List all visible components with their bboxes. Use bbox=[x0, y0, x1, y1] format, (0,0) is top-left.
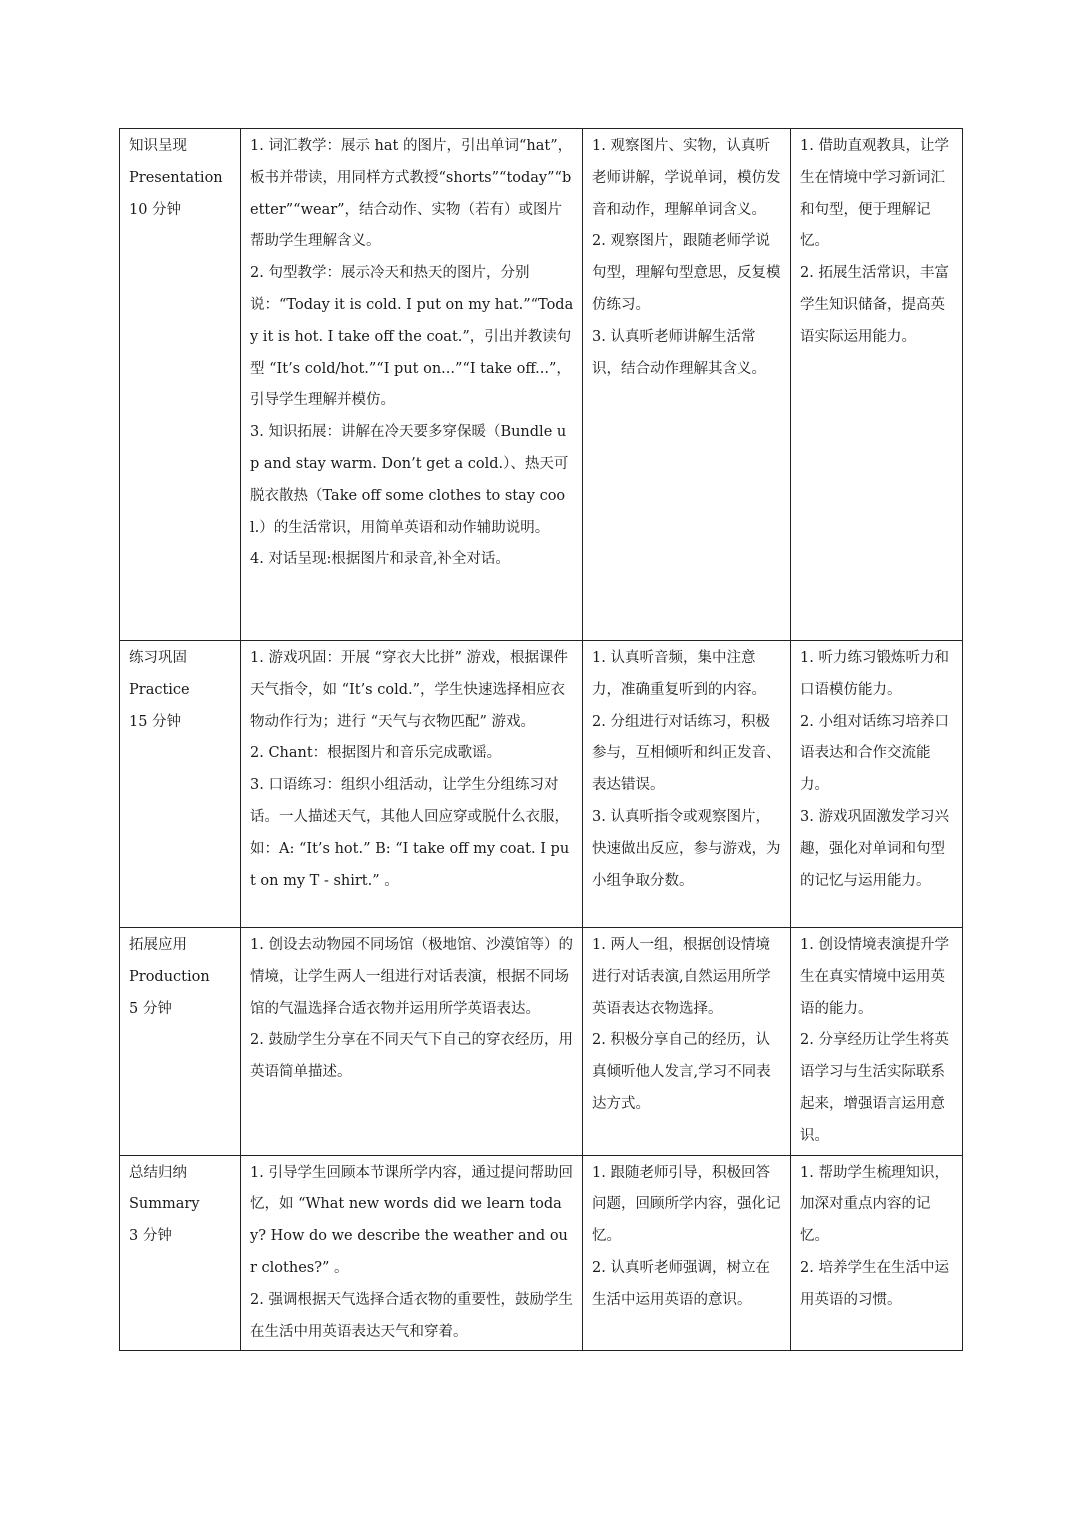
student-activity-cell bbox=[583, 129, 791, 641]
table-row-summary bbox=[120, 1155, 963, 1351]
teacher-item: 1. 引导学生回顾本节课所学内容，通过提问帮助回忆，如 “What new words did we learn today? How do we describe the weather and our clothes?” 。 bbox=[250, 1164, 573, 1276]
intent-item: 2. 拓展生活常识，丰富学生知识储备，提高英语实际运用能力。 bbox=[800, 265, 949, 345]
student-item: 2. 积极分享自己的经历，认真倾听他人发言,学习不同表达方式。 bbox=[592, 1032, 771, 1112]
stage-name: 总结归纳 bbox=[129, 1164, 187, 1181]
teacher-item: 1. 游戏巩固：开展 “穿衣大比拼” 游戏，根据课件天气指令，如 “It’s cold.”，学生快速选择相应衣物动作行为；进行 “天气与衣物匹配” 游戏。 bbox=[250, 650, 568, 730]
student-item: 2. 认真听老师强调，树立在生活中运用英语的意识。 bbox=[592, 1259, 770, 1308]
stage-english: Production bbox=[129, 968, 210, 985]
stage-duration: 5 分钟 bbox=[129, 1000, 172, 1017]
stage-cell bbox=[120, 1155, 241, 1351]
teacher-item: 1. 创设去动物园不同场馆（极地馆、沙漠馆等）的情境，让学生两人一组进行对话表演，根据不同场馆的气温选择合适衣物并运用所学英语表达。 bbox=[250, 937, 573, 1017]
intent-item: 1. 听力练习锻炼听力和口语模仿能力。 bbox=[800, 650, 949, 698]
stage-duration: 15 分钟 bbox=[129, 713, 182, 730]
student-item: 1. 认真听音频，集中注意力，准确重复听到的内容。 bbox=[592, 650, 766, 698]
student-item: 1. 两人一组，根据创设情境进行对话表演,自然运用所学英语表达衣物选择。 bbox=[592, 937, 771, 1017]
teacher-activity-cell bbox=[241, 641, 583, 928]
table-row-presentation bbox=[120, 129, 963, 641]
stage-english: Practice bbox=[129, 681, 190, 698]
stage-duration: 10 分钟 bbox=[129, 201, 182, 218]
teacher-item: 3. 知识拓展：讲解在冷天要多穿保暖（Bundle up and stay warm. Don’t get a cold.）、热天可脱衣散热（Take off some clothes to stay cool.）的生活常识，用简单英语和动作辅助说明。 bbox=[250, 424, 569, 536]
stage-english: Presentation bbox=[129, 169, 223, 186]
student-item: 2. 分组进行对话练习，积极参与，互相倾听和纠正发音、表达错误。 bbox=[592, 713, 781, 794]
student-item: 1. 跟随老师引导，积极回答问题，回顾所学内容，强化记忆。 bbox=[592, 1164, 781, 1245]
intent-item: 3. 游戏巩固激发学习兴趣，强化对单词和句型的记忆与运用能力。 bbox=[800, 808, 949, 889]
teacher-activity-cell bbox=[241, 1155, 583, 1351]
table-row-production bbox=[120, 928, 963, 1156]
stage-english: Summary bbox=[129, 1196, 200, 1213]
teacher-item: 2. Chant：根据图片和音乐完成歌谣。 bbox=[250, 745, 502, 762]
teacher-activity-cell bbox=[241, 928, 583, 1156]
teacher-item: 1. 词汇教学：展示 hat 的图片，引出单词“hat”，板书并带读，用同样方式教授“shorts”“today”“better”“wear”，结合动作、实物（若有）或图片帮助学生理解含义。 bbox=[250, 138, 573, 250]
student-activity-cell bbox=[583, 641, 791, 928]
stage-name: 知识呈现 bbox=[129, 138, 187, 154]
intent-item: 1. 借助直观教具，让学生在情境中学习新词汇和句型，便于理解记忆。 bbox=[800, 138, 949, 250]
intent-item: 1. 帮助学生梳理知识，加深对重点内容的记忆。 bbox=[800, 1164, 949, 1245]
teacher-item: 4. 对话呈现:根据图片和录音,补全对话。 bbox=[250, 551, 510, 568]
intent-item: 2. 小组对话练习培养口语表达和合作交流能力。 bbox=[800, 713, 949, 794]
stage-name: 练习巩固 bbox=[129, 650, 187, 666]
student-activity-cell bbox=[583, 1155, 791, 1351]
stage-duration: 3 分钟 bbox=[129, 1228, 172, 1245]
teacher-item: 2. 鼓励学生分享在不同天气下自己的穿衣经历，用英语简单描述。 bbox=[250, 1032, 573, 1081]
intent-item: 1. 创设情境表演提升学生在真实情境中运用英语的能力。 bbox=[800, 937, 949, 1017]
student-item: 2. 观察图片，跟随老师学说句型，理解句型意思，反复模仿练习。 bbox=[592, 233, 781, 313]
teacher-activity-cell bbox=[241, 129, 583, 641]
stage-cell bbox=[120, 928, 241, 1156]
stage-name: 拓展应用 bbox=[129, 937, 187, 953]
lesson-plan-table bbox=[119, 128, 963, 1351]
teacher-item: 2. 句型教学：展示冷天和热天的图片，分别说：“Today it is cold. I put on my hat.”“Today it is hot. I take off the coat.”，引出并教读句型 “It’s cold/hot.”“I put on...”“I take off...”，引导学生理解并模仿。 bbox=[250, 265, 574, 409]
stage-cell bbox=[120, 641, 241, 928]
student-activity-cell bbox=[583, 928, 791, 1156]
teacher-item: 2. 强调根据天气选择合适衣物的重要性，鼓励学生在生活中用英语表达天气和穿着。 bbox=[250, 1291, 573, 1340]
student-item: 3. 认真听老师讲解生活常识，结合动作理解其含义。 bbox=[592, 328, 766, 377]
design-intent-cell bbox=[791, 129, 963, 641]
intent-item: 2. 培养学生在生活中运用英语的习惯。 bbox=[800, 1259, 949, 1308]
design-intent-cell bbox=[791, 928, 963, 1156]
teacher-item: 3. 口语练习：组织小组活动，让学生分组练习对话。一人描述天气，其他人回应穿或脱什么衣服，如：A: “It’s hot.” B: “I take off my coat. I put on my T - shirt.” 。 bbox=[250, 777, 570, 889]
student-item: 1. 观察图片、实物，认真听老师讲解，学说单词，模仿发音和动作，理解单词含义。 bbox=[592, 138, 781, 218]
stage-cell bbox=[120, 129, 241, 641]
design-intent-cell bbox=[791, 1155, 963, 1351]
design-intent-cell bbox=[791, 641, 963, 928]
intent-item: 2. 分享经历让学生将英语学习与生活实际联系起来，增强语言运用意识。 bbox=[800, 1032, 949, 1144]
table-row-practice bbox=[120, 641, 963, 928]
student-item: 3. 认真听指令或观察图片，快速做出反应，参与游戏，为小组争取分数。 bbox=[592, 808, 781, 889]
